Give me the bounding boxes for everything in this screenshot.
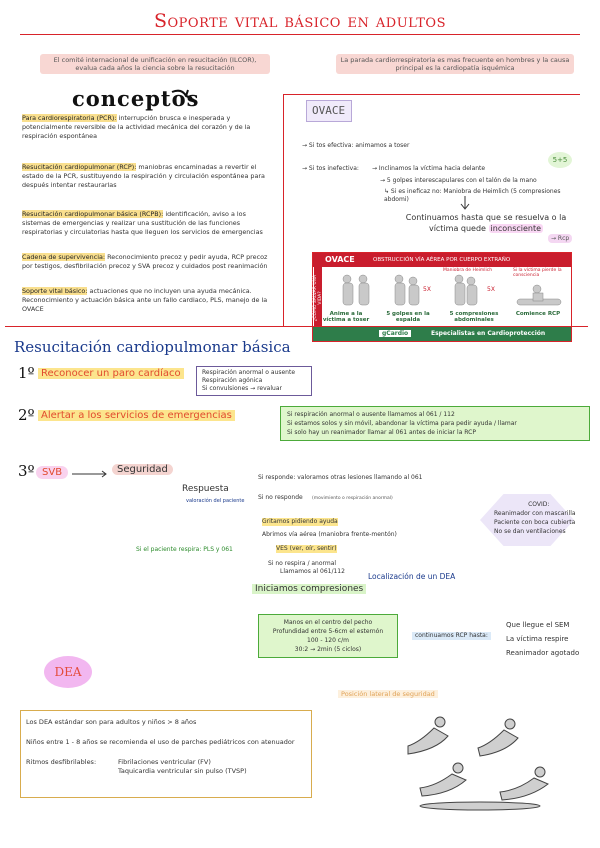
svg-text:5X: 5X	[423, 286, 431, 293]
gritamos: Gritamos pidiendo ayuda	[262, 518, 338, 525]
localizacion-dea: Localización de un DEA	[368, 572, 456, 581]
si-responde: Si responde: valoramos otras lesiones llamando al 061	[258, 474, 423, 481]
infographic-figures-icon	[327, 273, 567, 309]
concept-text: maniobras encaminadas a revertir el estado de la PCR, sustituyendo la respiración y circulación espontánea para después intentar restaurarlas	[22, 163, 265, 189]
concept-text: identificación, aviso a los sistemas de emergencias y realizar una sustitución de las funciones respiratorias y circulatorias hasta que lleguen los servicios de emergencias	[22, 210, 263, 236]
concepts-arrow-icon	[170, 86, 198, 104]
covid-list	[494, 500, 576, 536]
concept-text: actuaciones que no incluyen una ayuda mecánica. Reconocimiento y actuación básica ante un fallo cardiaco, PLS, manejo de la OVACE	[22, 287, 268, 313]
concept-pcr	[22, 114, 274, 141]
infographic-caption-4: Comience RCP	[515, 311, 561, 317]
comp-item: Manos en el centro del pecho	[283, 619, 373, 626]
concept-term: Cadena de supervivencia:	[22, 253, 106, 261]
pcr-note: La parada cardiorrespiratoria es mas frecuente en hombres y la causa principal es la cardiopatía isquémica	[336, 54, 574, 74]
concept-rcp	[22, 163, 274, 190]
valoracion-label: valoración del paciente	[186, 498, 245, 504]
dea-ritmo-1: Fibrilaciones ventricular (FV)	[118, 758, 211, 766]
compresiones-box	[258, 614, 398, 658]
step-1-item: Respiración agónica	[202, 377, 263, 384]
svg-text:5X: 5X	[487, 286, 495, 293]
page-title: Soporte vital básico en adultos	[154, 10, 446, 32]
step-3-number: 3º	[18, 462, 35, 480]
step-2-label: Alertar a los servicios de emergencias	[38, 410, 235, 421]
ovace-stamp: 5+5	[548, 152, 572, 168]
llamamos: Llamamos al 061/112	[280, 568, 345, 575]
step-1-number: 1º	[18, 364, 35, 382]
concept-cadena	[22, 253, 274, 271]
hasta-list	[506, 618, 579, 660]
comp-item: Profundidad entre 5-6cm el esternón	[272, 628, 384, 635]
concept-rcpb	[22, 210, 274, 237]
step-2-item: Si estamos solos y sin móvil, abandonar la víctima para pedir ayuda / llamar	[287, 420, 517, 427]
ovace-continuamos	[390, 212, 582, 234]
si-respira: Si el paciente respira: PLS y 061	[136, 546, 233, 553]
right-arrow-icon	[72, 470, 108, 478]
section-divider-top	[283, 94, 580, 95]
ilcor-note: El comité internacional de unificación en resucitación (ILCOR), evalua cada años la ciencia sobre la resucitación	[40, 54, 270, 74]
iniciamos-compresiones: Iniciamos compresiones	[252, 584, 366, 594]
infographic-caption-2: 5 golpes en la espalda	[386, 311, 430, 323]
abrimos-via: Abrimos vía aérea (maniobra frente-mentón)	[262, 531, 397, 538]
ovace-step-1: → Inclinamos la víctima hacia delante	[372, 165, 486, 172]
dea-ritmos-label: Ritmos desfibrilables:	[26, 758, 97, 766]
ovace-step-2: → 5 golpes interescapulares con el talón de la mano	[380, 177, 537, 184]
covid-item: No se dan ventilaciones	[494, 528, 566, 535]
concept-text: Reconocimiento precoz y pedir ayuda, RCP precoz por testigos, desfibrilación precoz y SVA precoz y cuidados post reanimación	[22, 253, 268, 270]
infographic-subtitle: OBSTRUCCIÓN VÍA AÉREA POR CUERPO EXTRAÑO	[373, 257, 511, 263]
concept-term: Resucitación cardiopulmonar (RCP):	[22, 163, 137, 171]
dea-ritmo-2: Taquicardia ventricular sin pulso (TVSP)	[118, 767, 247, 775]
footer-text: Especialistas en Cardioprotección	[431, 330, 546, 337]
infographic-footer	[313, 327, 571, 341]
concept-term: Soporte vital básico:	[22, 287, 88, 295]
section-divider-bottom	[5, 326, 588, 327]
si-no-responde: Si no responde	[258, 494, 303, 501]
covid-title: COVID:	[528, 501, 550, 508]
heimlich-label: Maniobra de Heimlich	[443, 268, 493, 273]
step-1-label: Reconocer un paro cardíaco	[38, 368, 184, 379]
infographic-caption-1: Anime a la víctima a toser	[322, 311, 370, 323]
concepts-heading: conceptos	[72, 86, 200, 111]
ves: VES (ver, oír, sentir)	[276, 545, 337, 552]
section-divider-vertical	[283, 94, 284, 326]
step-2-item: Si solo hay un reanimador llamar al 061 antes de iniciar la RCP	[287, 429, 476, 436]
comp-item: 100 - 120 c/m	[307, 637, 349, 644]
ovace-inconsciente: inconsciente	[490, 224, 542, 233]
title-divider	[20, 34, 580, 35]
concept-text: interrupción brusca e inesperada y potencialmente reversible de la actividad mecánica del corazón y de la respiración espontánea	[22, 114, 251, 140]
hasta-item: Reanimador agotado	[506, 649, 580, 657]
dea-line-1: Los DEA estándar son para adultos y niños > 8 años	[26, 718, 197, 726]
pls-label: Posición lateral de seguridad	[338, 690, 438, 698]
conscious-label: Si la víctima pierde la consciencia	[513, 268, 562, 278]
infographic-side-text: ¿CÓMO SALVAR UNA VIDA?	[313, 274, 323, 322]
continuamos-rcp: continuamos RCP hasta:	[412, 632, 491, 640]
step-3-label: SVB	[36, 466, 68, 479]
step-1-item: Si convulsiones → revaluar	[202, 385, 282, 392]
ovace-title: OVACE	[312, 104, 346, 117]
infographic-title: OVACE	[325, 255, 355, 264]
pls-figures-icon	[400, 712, 570, 812]
footer-brand: gCardio	[379, 330, 411, 337]
no-responde-note: (movimiento o respiración anormal)	[312, 496, 393, 501]
step-2-number: 2º	[18, 406, 35, 424]
rcp-heading: Resucitación cardiopulmonar básica	[14, 338, 291, 356]
covid-item: Reanimador con mascarilla	[494, 510, 576, 517]
dea-title: DEA	[44, 656, 92, 688]
covid-item: Paciente con boca cubierta	[494, 519, 576, 526]
ovace-infographic	[312, 252, 572, 342]
concept-term: Resucitación cardiopulmonar básica (RCPB):	[22, 210, 164, 218]
concept-svb	[22, 287, 274, 314]
step-2-box	[280, 406, 590, 441]
ovace-continuamos-text: Continuamos hasta que se resuelva o la víctima quede	[405, 213, 567, 233]
hasta-item: La víctima respire	[506, 635, 569, 643]
step-1-box	[196, 366, 312, 396]
step-1-item: Respiración anormal o ausente	[202, 369, 296, 376]
infographic-header	[313, 253, 571, 267]
ovace-tos-inefectiva: → Si tos inefectiva:	[302, 165, 359, 172]
comp-item: 30:2 → 2min (5 ciclos)	[294, 646, 362, 653]
ovace-tos-efectiva: → Si tos efectiva: animamos a toser	[302, 142, 410, 149]
hasta-item: Que llegue el SEM	[506, 621, 570, 629]
step-2-item: Si respiración anormal o ausente llamamos al 061 / 112	[287, 411, 455, 418]
seguridad-label: Seguridad	[112, 464, 173, 475]
ovace-step-3: ↳ Si es ineficaz no: Maniobra de Heimlich (5 compresiones abdomi)	[384, 188, 561, 203]
dea-line-2: Niños entre 1 - 8 años se recomienda el uso de parches pediátricos con atenuador	[26, 738, 295, 746]
ovace-rcp-tag: → Rcp	[548, 234, 572, 243]
infographic-caption-3: 5 compresiones abdominales	[449, 311, 499, 323]
respuesta-label: Respuesta	[182, 484, 229, 494]
concept-term: Para cardiorespiratoria (PCR):	[22, 114, 117, 122]
down-arrow-icon	[460, 196, 470, 210]
si-no-respira: Si no respira / anormal	[268, 560, 337, 567]
